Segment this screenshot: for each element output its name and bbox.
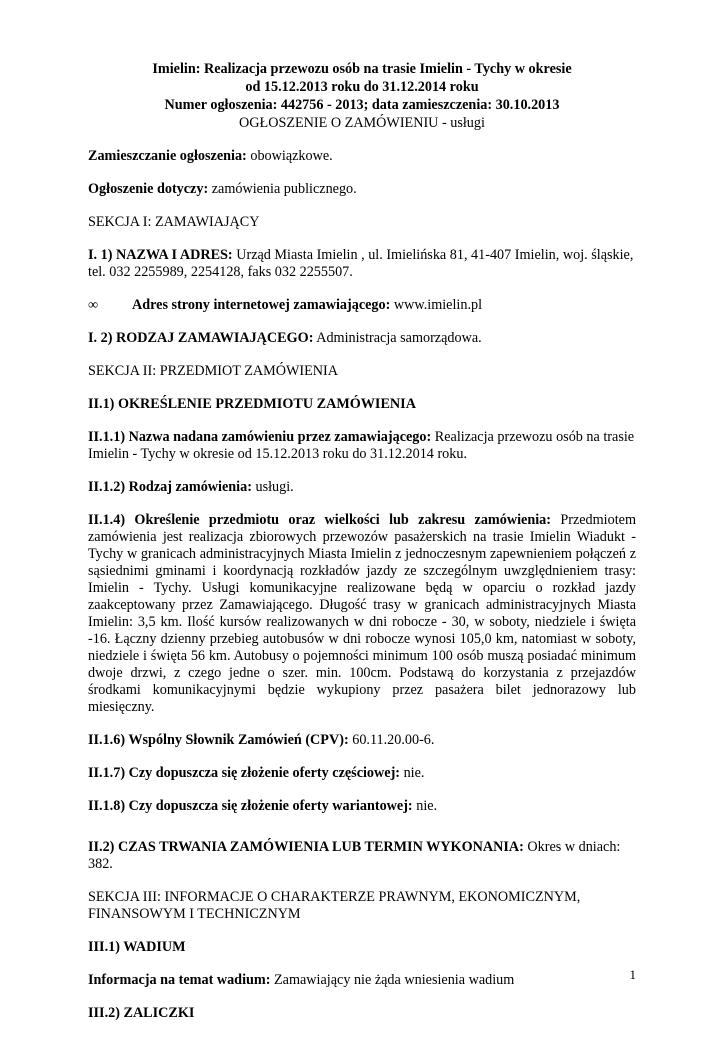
label: II.1.2) Rodzaj zamówienia: bbox=[88, 479, 252, 495]
paragraph-zamieszczanie bbox=[88, 148, 636, 165]
value: Urząd Miasta Imielin , ul. Imielińska 81, 41-407 Imielin, woj. śląskie, tel. 032 2255989, 2254128, faks 032 2255507. bbox=[88, 247, 634, 280]
paragraph-ii11 bbox=[88, 429, 636, 463]
label: II.1.6) Wspólny Słownik Zamówień (CPV): bbox=[88, 732, 349, 748]
value: Realizacja przewozu osób na trasie Imielin - Tychy w okresie od 15.12.2013 roku do 31.12.2014 roku. bbox=[88, 429, 635, 462]
paragraph-wadium bbox=[88, 972, 636, 989]
value: Administracja samorządowa. bbox=[313, 330, 482, 346]
value: nie. bbox=[412, 798, 438, 814]
document-page bbox=[88, 60, 636, 1038]
paragraph-ii12 bbox=[88, 479, 636, 496]
label: II.1.1) Nazwa nadana zamówieniu przez zamawiającego: bbox=[88, 429, 432, 445]
header-notice-type: OGŁOSZENIE O ZAMÓWIENIU - usługi bbox=[239, 115, 485, 131]
page-number: 1 bbox=[629, 967, 636, 982]
label: II.2) CZAS TRWANIA ZAMÓWIENIA LUB TERMIN WYKONANIA: bbox=[88, 839, 524, 855]
value: Okres w dniach: 382. bbox=[88, 839, 621, 872]
document-header bbox=[88, 60, 636, 132]
label: II.1.7) Czy dopuszcza się złożenie oferty częściowej: bbox=[88, 765, 401, 781]
label: Informacja na temat wadium: bbox=[88, 972, 271, 988]
infinity-bullet-icon: ∞ bbox=[88, 297, 99, 313]
header-title-line1: Imielin: Realizacja przewozu osób na trasie Imielin - Tychy w okresie bbox=[152, 61, 572, 77]
paragraph-i2-type bbox=[88, 330, 636, 347]
value: nie. bbox=[400, 765, 425, 781]
value: 60.11.20.00-6. bbox=[348, 732, 435, 748]
section-2-title: SEKCJA II: PRZEDMIOT ZAMÓWIENIA bbox=[88, 363, 338, 379]
paragraph-ii17 bbox=[88, 765, 636, 782]
value: Przedmiotem zamówienia jest realizacja zbiorowych przewozów pasażerskich na trasie Imielin Wiadukt - Tychy w granicach administracyjnych Miasta Imielin z jednoczesnym zapewnieniem połączeń z sąsiednimi gminami i koordynacją rozkładów jazdy ze szczególnym uwzględnieniem trasy: Imielin - Tychy. Usługi komunikacyjne realizowane będą w oparciu o rozkład jazdy zaakceptowany przez Zamawiającego. Długość trasy w granicach administracyjnych Miasta Imielin: 3,5 km. Ilość kursów realizowanych w dni robocze - 30, w soboty, niedziele i święta -16. Łączny dzienny przebieg autobusów w dni robocze wynosi 105,0 km, natomiast w soboty, niedziele i święta 56 km. Autobusy o pojemności minimum 100 osób muszą posiadać minimum dwoje drzwi, z czego jedne o szer. min. 100cm. Podstawą do korzystania z przejazdów środkami komunikacyjnymi będzie wykupiony przez pasażera bilet jednorazowy lub miesięczny. bbox=[88, 512, 636, 715]
value: Zamawiający nie żąda wniesienia wadium bbox=[270, 972, 515, 988]
paragraph-i1-name-address bbox=[88, 247, 636, 281]
label: II.1.8) Czy dopuszcza się złożenie oferty wariantowej: bbox=[88, 798, 413, 814]
value: zamówienia publicznego. bbox=[208, 181, 357, 197]
section-1-title: SEKCJA I: ZAMAWIAJĄCY bbox=[88, 214, 260, 230]
heading-iii2: III.2) ZALICZKI bbox=[88, 1005, 195, 1021]
website-link[interactable]: www.imielin.pl bbox=[390, 297, 483, 313]
label: Adres strony internetowej zamawiającego: bbox=[132, 297, 391, 313]
label: I. 1) NAZWA I ADRES: bbox=[88, 247, 233, 263]
label: I. 2) RODZAJ ZAMAWIAJĄCEGO: bbox=[88, 330, 314, 346]
paragraph-ii18 bbox=[88, 798, 636, 815]
label: II.1.4) Określenie przedmiotu oraz wielkości lub zakresu zamówienia: bbox=[88, 512, 551, 528]
label: Ogłoszenie dotyczy: bbox=[88, 181, 209, 197]
label: Zamieszczanie ogłoszenia: bbox=[88, 148, 247, 164]
value: obowiązkowe. bbox=[246, 148, 333, 164]
paragraph-ii14 bbox=[88, 512, 636, 716]
paragraph-ii2 bbox=[88, 839, 636, 873]
value: usługi. bbox=[251, 479, 294, 495]
paragraph-ii16 bbox=[88, 732, 636, 749]
header-notice-number: Numer ogłoszenia: 442756 - 2013; data zamieszczenia: 30.10.2013 bbox=[164, 97, 560, 113]
paragraph-dotyczy bbox=[88, 181, 636, 198]
heading-iii1: III.1) WADIUM bbox=[88, 939, 186, 955]
header-title-line2: od 15.12.2013 roku do 31.12.2014 roku bbox=[245, 79, 479, 95]
bullet-website bbox=[88, 297, 636, 314]
section-3-title: SEKCJA III: INFORMACJE O CHARAKTERZE PRAWNYM, EKONOMICZNYM, FINANSOWYM I TECHNICZNYM bbox=[88, 889, 581, 922]
heading-ii1: II.1) OKREŚLENIE PRZEDMIOTU ZAMÓWIENIA bbox=[88, 396, 416, 412]
